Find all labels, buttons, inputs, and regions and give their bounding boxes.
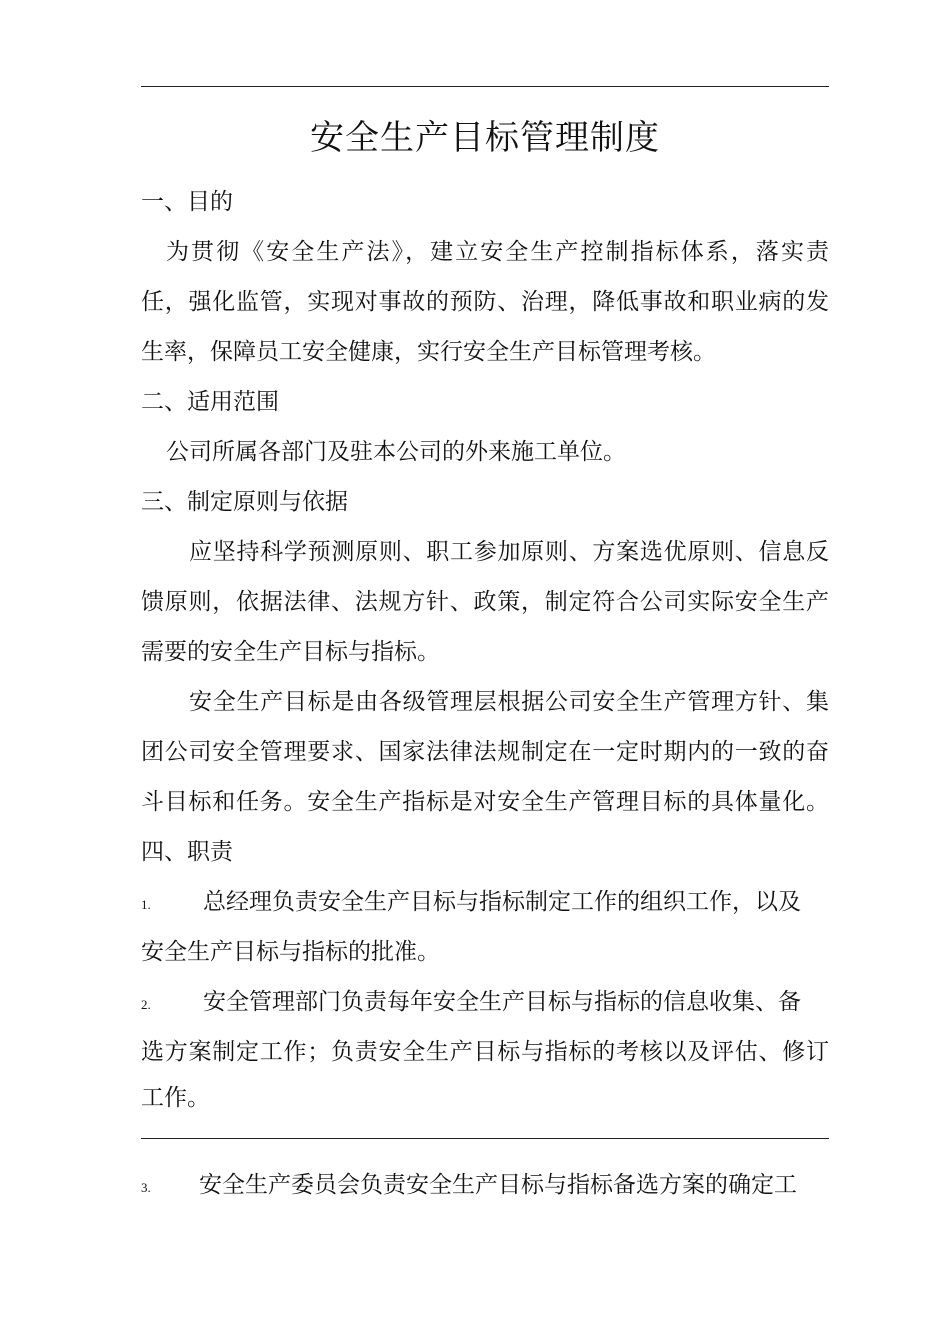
principles-paragraph-line-2: 馈原则，依据法律、法规方针、政策，制定符合公司实际安全生产: [141, 589, 829, 615]
section-heading-scope: 二、适用范围: [141, 389, 279, 415]
scope-paragraph: 公司所属各部门及驻本公司的外来施工单位。: [166, 439, 626, 465]
section-heading-duties: 四、职责: [141, 839, 233, 865]
goals-paragraph-line-3: 斗目标和任务。安全生产指标是对安全生产管理目标的具体量化。: [141, 789, 829, 815]
page-break-rule: [141, 1138, 829, 1139]
list-number: 1.: [141, 897, 151, 912]
duty-item-2-line-3: 工作。: [141, 1085, 210, 1111]
duty-item-3-line-1: [141, 1160, 829, 1210]
duty-item-1-text: 总经理负责安全生产目标与指标制定工作的组织工作，以及: [203, 889, 801, 915]
purpose-paragraph-line-2: 任，强化监管，实现对事故的预防、治理，降低事故和职业病的发: [141, 289, 829, 315]
goals-paragraph-line-1: 安全生产目标是由各级管理层根据公司安全生产管理方针、集: [189, 689, 829, 715]
goals-paragraph-line-2: 团公司安全管理要求、国家法律法规制定在一定时期内的一致的奋: [141, 739, 829, 765]
duty-item-2-text: 安全管理部门负责每年安全生产目标与指标的信息收集、备: [203, 989, 801, 1015]
document-title: 安全生产目标管理制度: [310, 118, 660, 158]
duty-item-1-line-2: 安全生产目标与指标的批准。: [141, 939, 440, 965]
purpose-paragraph-line-3: 生率，保障员工安全健康，实行安全生产目标管理考核。: [141, 339, 716, 365]
list-number: 3.: [141, 1180, 151, 1195]
principles-paragraph-line-3: 需要的安全生产目标与指标。: [141, 639, 440, 665]
section-heading-purpose: 一、目的: [141, 189, 233, 215]
duty-item-1-line-1: [141, 877, 829, 927]
list-number: 2.: [141, 997, 151, 1012]
duty-item-3-text: 安全生产委员会负责安全生产目标与指标备选方案的确定工: [199, 1172, 797, 1198]
header-rule: [141, 86, 829, 87]
duty-item-2-line-2: 选方案制定工作；负责安全生产目标与指标的考核以及评估、修订: [141, 1039, 829, 1065]
purpose-paragraph-line-1: 为贯彻《安全生产法》，建立安全生产控制指标体系，落实责: [166, 239, 829, 265]
principles-paragraph-line-1: 应坚持科学预测原则、职工参加原则、方案选优原则、信息反: [189, 539, 829, 565]
duty-item-2-line-1: [141, 977, 829, 1027]
section-heading-principles: 三、制定原则与依据: [141, 489, 348, 515]
